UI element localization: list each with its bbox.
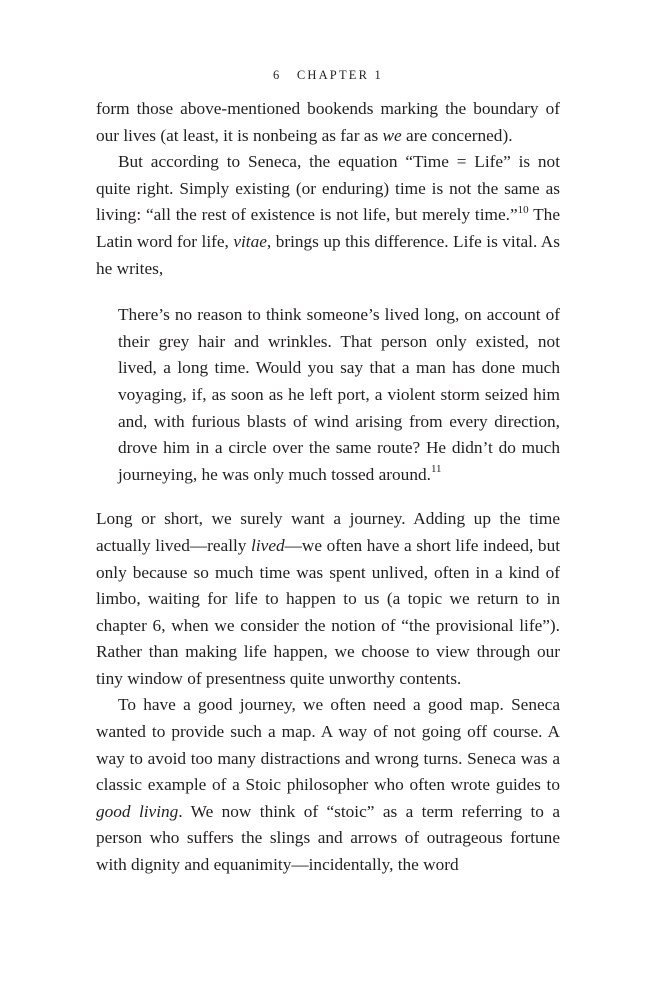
paragraph-2-text-b: The Latin word for life, xyxy=(96,205,560,251)
paragraph-3-text: Long or short, we surely want a journey. Adding up the time actually lived—really xyxy=(96,509,560,555)
paragraph-2-text: But according to Seneca, the equation “Time = Life” is not quite right. Simply existing (or enduring) time is not the same as living: “all the rest of existence is not life, but merely time.” xyxy=(96,152,560,225)
chapter-label: CHAPTER 1 xyxy=(296,68,383,82)
block-quote-text: There’s no reason to think someone’s lived long, on account of their grey hair and wrinkles. That person only existed, not lived, a long time. Would you say that a man has done much voyaging, if, as soon as he left port, a violent storm seized him and, with furious blasts of wind arising from every direction, drove him in a circle over the same route? He didn’t do much journeying, he was only much tossed around. xyxy=(118,305,560,484)
paragraph-3-text-b: —we often have a short life indeed, but only because so much time was spent unlived, often in a kind of limbo, waiting for life to happen to us (a topic we return to in chapter 6, when we consider the notion of “the provisional life”). Rather than making life happen, we choose to view through our tiny window of presentness quite unworthy contents. xyxy=(96,535,561,688)
footnote-ref-10[interactable]: 10 xyxy=(517,203,529,216)
paragraph-1-text: form those above-mentioned bookends marking the boundary of our lives (at least, it is nonbeing as far as xyxy=(96,99,560,145)
paragraph-4 xyxy=(96,692,560,878)
paragraph-2-emphasis: vitae xyxy=(233,231,267,251)
page-number: 6 xyxy=(273,68,282,82)
paragraph-4-text: To have a good journey, we often need a good map. Seneca wanted to provide such a map. A way of not going off course. A way to avoid too many distractions and wrong turns. Seneca was a classic example of a Stoic philosopher who often wrote guides to xyxy=(96,695,560,795)
paragraph-1 xyxy=(96,96,560,149)
paragraph-1-end: are concerned). xyxy=(401,125,513,145)
footnote-ref-11[interactable]: 11 xyxy=(430,462,442,475)
paragraph-2 xyxy=(96,149,560,282)
paragraph-4-text-b: . We now think of “stoic” as a term referring to a person who suffers the slings and arrows of outrageous fortune with dignity and equanimity—incidentally, the word xyxy=(96,801,560,875)
paragraph-1-emphasis: we xyxy=(382,125,402,145)
running-header xyxy=(0,68,656,83)
paragraph-4-emphasis: good living xyxy=(96,801,179,821)
paragraph-3-emphasis: lived xyxy=(251,535,285,555)
block-quote xyxy=(118,302,560,488)
paragraph-3 xyxy=(96,506,560,692)
body-text xyxy=(96,96,560,879)
paragraph-2-text-c: , brings up this difference. Life is vital. As he writes, xyxy=(96,231,561,278)
